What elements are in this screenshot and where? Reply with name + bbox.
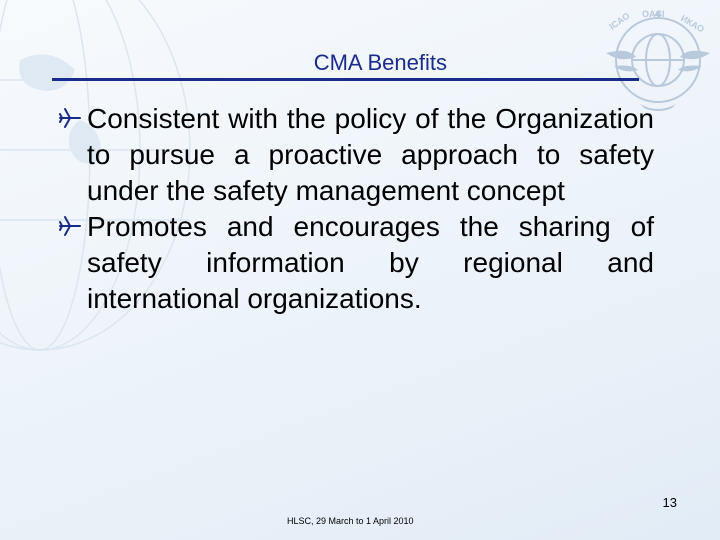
airplane-icon	[57, 213, 83, 239]
bullet-item	[57, 101, 654, 209]
bullet-list	[57, 101, 654, 317]
bullet-item	[57, 209, 654, 317]
footer-text: HLSC, 29 March to 1 April 2010	[287, 516, 414, 526]
slide-title: CMA Benefits	[313, 50, 447, 75]
airplane-icon	[57, 105, 83, 131]
bullet-text: Consistent with the policy of the Organization to pursue a proactive approach to safety under the safety management concept	[87, 103, 654, 206]
svg-text:ICAO: ICAO	[607, 10, 632, 32]
page-number: 13	[662, 495, 677, 510]
title-underline	[52, 78, 639, 81]
svg-text:ИКАО: ИКАО	[679, 13, 706, 35]
icao-emblem-icon	[596, 8, 720, 114]
bullet-text: Promotes and encourages the sharing of safety information by regional and international organizations.	[87, 211, 654, 314]
svg-text:OACI: OACI	[642, 9, 665, 19]
